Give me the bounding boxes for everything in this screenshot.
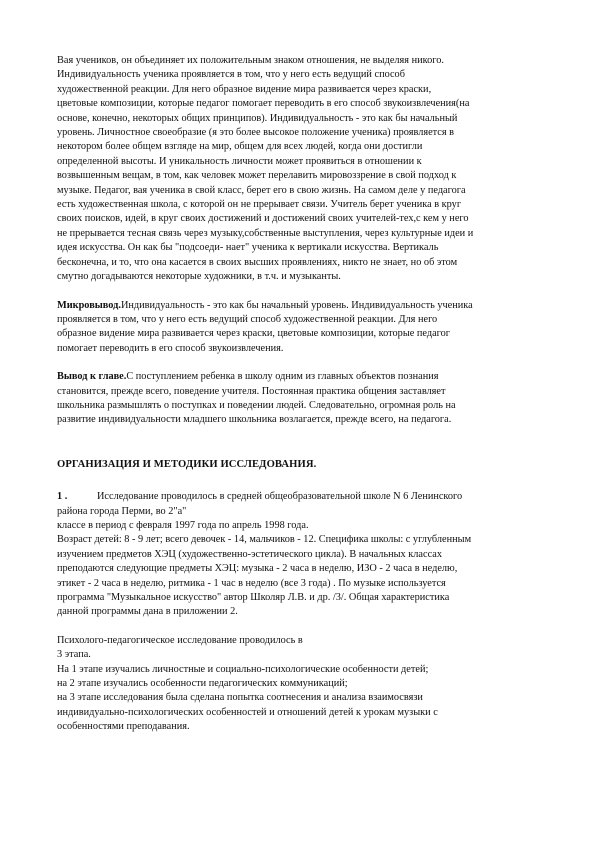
text-line: 3 этапа.	[57, 649, 91, 661]
text-line: возвышенным вещам, в том, как человек может перелавить мировоззрение в свой подход к	[57, 170, 457, 182]
text-line: некотором более общем взгляде на мир, общем для всех людей, когда они достигли	[57, 141, 423, 153]
text-line: классе в период с февраля 1997 года по апрель 1998 года.	[57, 519, 309, 531]
text-line: Возраст детей: 8 - 9 лет; всего девочек - 14, мальчиков - 12. Специфика школы: с углубленным	[57, 534, 472, 546]
text-line: определенной высоты. И уникальность личности может проявиться в отношении к	[57, 155, 422, 167]
text-line: индивидуально-психологических особенностей и отношений детей к урокам музыки с	[57, 706, 438, 718]
text-line: становится, прежде всего, поведение учителя. Постоянная практика общения заставляет	[57, 385, 446, 397]
text-line: своих поисков, идей, в круг своих достижений и достижений своих учителей-тех,с кем у него	[57, 213, 469, 225]
paragraph-study-setup	[57, 490, 543, 620]
text-line: идея искусства. Он как бы "подсоеди- нает" ученика к вертикали искусства. Вертикаль	[57, 242, 439, 254]
text-line: Индивидуальность ученика проявляется в том, что у него есть ведущий способ	[57, 69, 405, 81]
text-line: основе, конечно, некоторых общих принципов). Индивидуальность - это как бы начальный	[57, 112, 458, 124]
text-line: программа "Музыкальное искусство" автор Школяр Л.В. и др. /3/. Общая характеристика	[57, 592, 450, 603]
section-heading: ОРГАНИЗАЦИЯ И МЕТОДИКИ ИССЛЕДОВАНИЯ.	[57, 458, 317, 470]
text-line: района города Перми, во 2"а"	[57, 505, 187, 517]
text-line: не прерывается тесная связь через музыку,собственные выступления, через культурные идеи и	[57, 227, 474, 239]
text-fragment: Исследование проводилось в средней общеобразовательной школе N 6 Ленинского	[97, 491, 463, 503]
text-line: есть художественная школа, с которой он не прерывает связи. Учитель берет ученика в круг	[57, 199, 462, 211]
paragraph-research-stages	[57, 634, 543, 735]
text-line	[57, 490, 543, 504]
section-number: 1 .	[57, 491, 68, 503]
text-line: образное видение мира развивается через краски, цветовые композиции, которые педагог	[57, 328, 450, 340]
text-fragment: С поступлением ребенка в школу одним из главных объектов познания	[126, 371, 439, 383]
text-fragment: Индивидуальность - это как бы начальный уровень. Индивидуальность ученика	[120, 299, 473, 311]
paragraph-chapter-conclusion	[57, 370, 543, 428]
text-line: музыке. Педагог, вая ученика в свой класс, берет его в свою жизнь. На самом деле у педагога	[57, 184, 466, 196]
text-line: Вая учеников, он объединяет их положительным знаком отношения, не выделяя никого.	[57, 55, 444, 66]
text-line: художественной реакции. Для него образное видение мира развивается через краски,	[57, 83, 432, 95]
text-line: цветовые композиции, которые педагог помогает переводить в его способ звукоизвлечения(на	[57, 98, 470, 110]
paragraph-microconclusion	[57, 299, 543, 357]
text-line: На 1 этапе изучались личностные и социально-психологические особенности детей;	[57, 663, 429, 675]
text-line: данной программы дана в приложении 2.	[57, 606, 238, 618]
text-line: на 3 этапе исследования была сделана попытка соотнесения и анализа взаимосвязи	[57, 692, 423, 704]
text-line: Психолого-педагогическое исследование проводилось в	[57, 634, 303, 646]
text-line: бесконечна, и то, что она касается в своих высших проявлениях, никто не знает, но об этом	[57, 256, 458, 268]
text-line: на 2 этапе изучались особенности педагогических коммуникаций;	[57, 678, 348, 690]
text-line: смутно догадываются некоторые художники, в т.ч. и музыканты.	[57, 271, 341, 283]
text-line: школьника размышлять о поступках и поведении людей. Следовательно, огромная роль на	[57, 399, 456, 411]
microconclusion-label: Микровывод.	[57, 299, 121, 311]
text-line	[57, 370, 543, 384]
chapter-conclusion-label: Вывод к главе.	[57, 371, 127, 383]
paragraph-individuality	[57, 54, 543, 285]
text-line: особенностями преподавания.	[57, 721, 190, 733]
text-line: уровень. Личностное своеобразие (я это более высокое положение ученика) проявляется в	[57, 127, 455, 139]
text-line: проявляется в том, что у него есть ведущий способ художественной реакции. Для него	[57, 313, 438, 325]
text-line: этикет - 2 часа в неделю, ритмика - 1 час в неделю (все 3 года) . По музыке используется	[57, 577, 446, 589]
text-line	[57, 299, 543, 313]
text-line: изучением предметов ХЭЦ (художественно-эстетического цикла). В начальных классах	[57, 548, 442, 560]
text-line: развитие индивидуальности младшего школьника возлагается, прежде всего, на педагога.	[57, 414, 452, 426]
text-line: помогает переводить в его способ звукоизвлечения.	[57, 342, 284, 354]
text-line: преподаются следующие предметы ХЭЦ: музыка - 2 часа в неделю, ИЗО - 2 часа в неделю,	[57, 563, 458, 575]
document-page	[57, 54, 543, 735]
